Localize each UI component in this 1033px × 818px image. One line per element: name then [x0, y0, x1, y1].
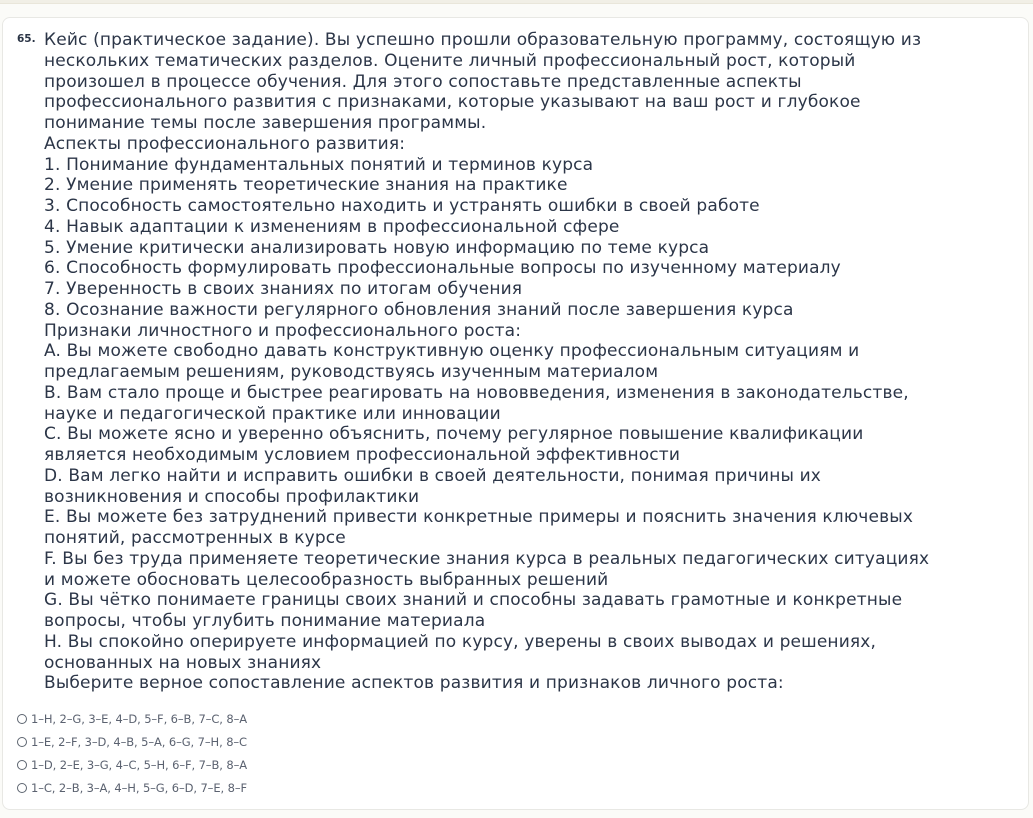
answer-option-label: 1–H, 2–G, 3–E, 4–D, 5–F, 6–B, 7–C, 8–A — [31, 711, 247, 726]
sign-item: D. Вам легко найти и исправить ошибки в своей деятельности, понимая причины их — [44, 465, 821, 486]
aspects-heading: Аспекты профессионального развития: — [44, 133, 406, 154]
answer-options — [17, 707, 247, 799]
sign-item: C. Вы можете ясно и уверенно объяснить, почему регулярное повышение квалификации — [44, 424, 864, 445]
sign-item: G. Вы чётко понимаете границы своих знаний и способны задавать грамотные и конкретные — [44, 590, 903, 611]
answer-option-label: 1–D, 2–E, 3–G, 4–C, 5–H, 6–F, 7–B, 8–A — [31, 757, 247, 772]
aspect-item: 5. Умение критически анализировать новую информацию по теме курса — [44, 237, 710, 258]
answer-option-label: 1–E, 2–F, 3–D, 4–B, 5–A, 6–G, 7–H, 8–C — [31, 734, 247, 749]
question-line: произошел в процессе обучения. Для этого сопоставьте представленные аспекты — [44, 71, 802, 92]
question-prompt: Выберите верное сопоставление аспектов развития и признаков личного роста: — [44, 673, 784, 694]
sign-item: E. Вы можете без затруднений привести конкретные примеры и пояснить значения ключевых — [44, 507, 914, 528]
question-line: профессионального развития с признаками, которые указывают на ваш рост и глубокое — [44, 92, 861, 113]
aspect-item: 6. Способность формулировать профессиональные вопросы по изученному материалу — [44, 258, 841, 279]
sign-item: понятий, рассмотренных в курсе — [44, 528, 346, 548]
aspect-item: 7. Уверенность в своих знаниях по итогам обучения — [44, 279, 523, 299]
answer-option-1[interactable] — [17, 707, 247, 730]
question-line: Кейс (практическое задание). Вы успешно прошли образовательную программу, состоящую из — [44, 30, 922, 50]
sign-item: B. Вам стало проще и быстрее реагировать на нововведения, изменения в законодательстве, — [44, 382, 909, 403]
radio-button-icon[interactable] — [17, 714, 27, 724]
question-card — [2, 17, 1029, 810]
sign-item: является необходимым условием профессиональной эффективности — [44, 445, 681, 465]
sign-item: A. Вы можете свободно давать конструктивную оценку профессиональным ситуациям и — [44, 341, 860, 362]
sign-item: возникновения и способы профилактики — [44, 486, 420, 507]
sign-item: основанных на новых знаниях — [44, 652, 322, 673]
aspect-item: 1. Понимание фундаментальных понятий и терминов курса — [44, 154, 594, 175]
sign-item: науке и педагогической практике или инновации — [44, 403, 501, 424]
question-number: 65. — [17, 33, 36, 45]
answer-option-2[interactable] — [17, 730, 247, 753]
radio-button-icon[interactable] — [17, 737, 27, 747]
top-divider — [0, 0, 1033, 4]
aspect-item: 3. Способность самостоятельно находить и устранять ошибки в своей работе — [44, 196, 760, 216]
question-line: нескольких тематических разделов. Оцените личный профессиональный рост, который — [44, 50, 856, 71]
answer-option-4[interactable] — [17, 776, 247, 799]
sign-item: и можете обосновать целесообразность выбранных решений — [44, 569, 609, 590]
aspect-item: 2. Умение применять теоретические знания на практике — [44, 175, 568, 196]
signs-heading: Признаки личностного и профессионального роста: — [44, 320, 522, 341]
radio-button-icon[interactable] — [17, 760, 27, 770]
sign-item: H. Вы спокойно оперируете информацией по курсу, уверены в своих выводах и решениях, — [44, 631, 877, 652]
question-text — [44, 30, 994, 694]
radio-button-icon[interactable] — [17, 783, 27, 793]
question-line: понимание темы после завершения программы. — [44, 113, 487, 133]
answer-option-3[interactable] — [17, 753, 247, 776]
aspect-item: 4. Навык адаптации к изменениям в профессиональной сфере — [44, 216, 620, 237]
aspect-item: 8. Осознание важности регулярного обновления знаний после завершения курса — [44, 299, 794, 320]
sign-item: предлагаемым решениям, руководствуясь изученным материалом — [44, 362, 659, 382]
answer-option-label: 1–C, 2–B, 3–A, 4–H, 5–G, 6–D, 7–E, 8–F — [31, 780, 247, 795]
sign-item: вопросы, чтобы углубить понимание материала — [44, 611, 486, 631]
sign-item: F. Вы без труда применяете теоретические знания курса в реальных педагогических ситуациях — [44, 548, 930, 569]
